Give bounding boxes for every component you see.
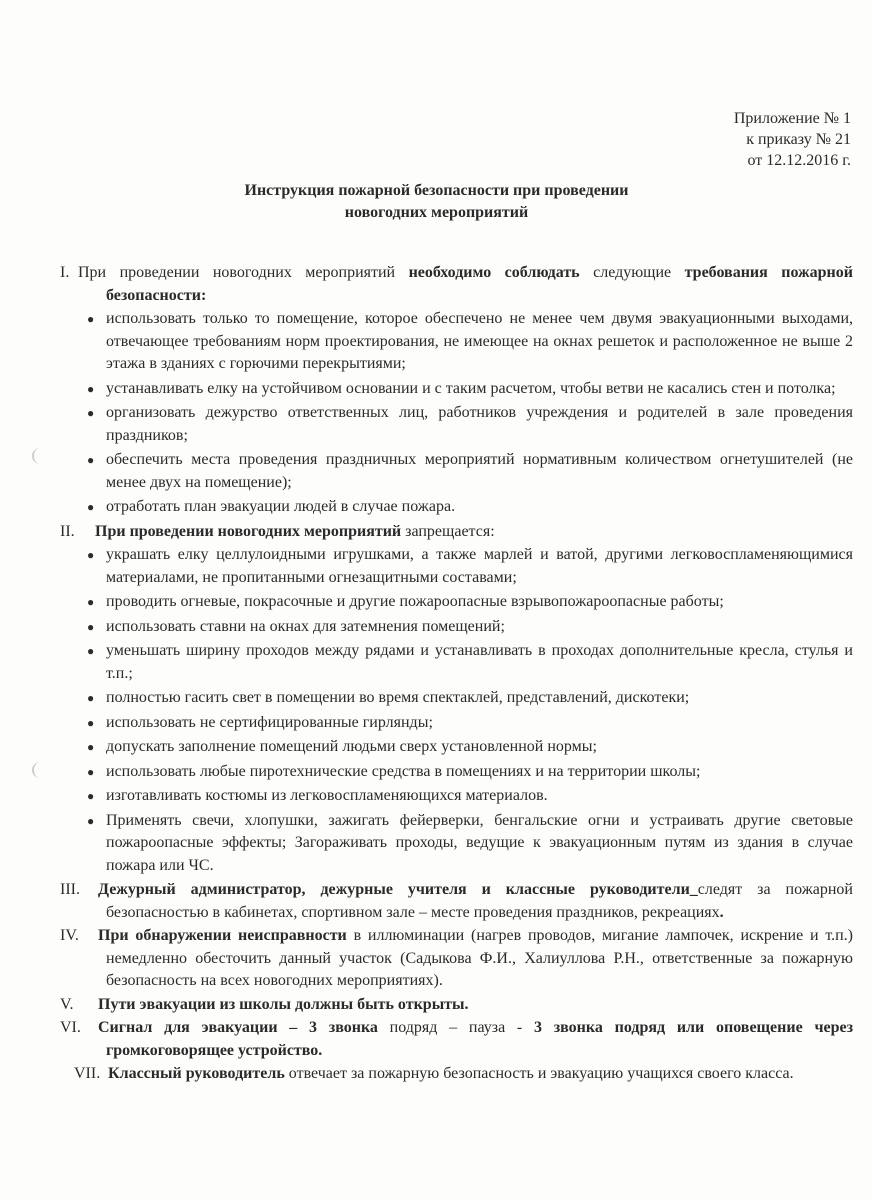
- bullet-icon: ●: [87, 548, 95, 562]
- bold-text: При обнаружении неисправности: [98, 927, 347, 944]
- bullet-icon: ●: [87, 595, 95, 609]
- section-number: VII.: [74, 1065, 101, 1082]
- bullet-list: [60, 544, 853, 877]
- list-item-text: устанавливать елку на устойчивом основании и с таким расчетом, чтобы ветви не касались стен и потолка;: [106, 379, 836, 397]
- list-item: [87, 378, 853, 401]
- section-number: VI.: [60, 1019, 81, 1036]
- section-4: [60, 925, 853, 993]
- list-item-text: использовать только то помещение, которое обеспечено не менее чем двумя эвакуационными выходами, отвечающее требованиям норм проектирования, не имеющее на окнах решеток и расположенное не выше 2 этажа в зданиях с горючими перекрытиями;: [106, 310, 853, 372]
- list-item: [87, 810, 853, 878]
- bold-text: При проведении новогодних мероприятий: [95, 522, 402, 540]
- bold-text: 3 звонка подряд или оповещение через громкоговорящее устройство.: [106, 1019, 853, 1059]
- appendix-line: к приказу № 21: [746, 131, 851, 148]
- list-item-text: проводить огневые, покрасочные и другие пожароопасные взрывопожароопасные работы;: [106, 593, 724, 610]
- list-item-text: отработать план эвакуации людей в случае пожара.: [106, 498, 456, 515]
- bold-text: Классный руководитель: [108, 1065, 285, 1082]
- appendix-line: от 12.12.2016 г.: [747, 152, 851, 169]
- section-7: [60, 1063, 853, 1086]
- list-item: [87, 496, 853, 519]
- text: следят за пожарной безопасностью в кабинетах, спортивном зале – месте проведения праздников, рекреациях: [106, 881, 853, 921]
- text: отвечает за пожарную безопасность и эвакуацию учащихся своего класса.: [284, 1065, 794, 1082]
- list-item-text: использовать любые пиротехнические средства в помещениях и на территории школы;: [106, 762, 701, 780]
- bullet-icon: ●: [87, 381, 95, 396]
- list-item-text: изготавливать костюмы из легковоспламеняющихся материалов.: [106, 787, 548, 804]
- bold-text: требования пожарной безопасности:: [106, 264, 853, 304]
- section-2: [60, 521, 853, 544]
- bullet-icon: ●: [87, 406, 95, 420]
- title-line: Инструкция пожарной безопасности при проведении: [244, 182, 629, 199]
- section-3: [60, 879, 853, 924]
- list-item-text: Применять свечи, хлопушки, зажигать фейерверки, бенгальские огни и устраивать другие световые пожароопасные эффекты; Загораживать проходы, ведущие к эвакуационным путям из здания в случае пожара или ЧС.: [106, 811, 853, 874]
- list-item: [87, 591, 853, 614]
- list-item: [87, 449, 853, 494]
- bullet-icon: ●: [87, 740, 95, 754]
- list-item: [87, 544, 853, 589]
- list-item-text: уменьшать ширину проходов между рядами и устанавливать в проходах дополнительные кресла, стулья и т.п.;: [106, 642, 853, 682]
- bullet-icon: ●: [87, 453, 95, 467]
- section-6: [60, 1017, 853, 1062]
- list-item: [87, 712, 853, 735]
- text: в иллюминации (нагрев проводов, мигание лампочек, искрение и т.п.) немедленно обесточить данный участок (Садыкова Ф.И., Халиуллова Р.Н., ответственные за пожарную безопасность на всех новогодних мероприятиях).: [106, 927, 854, 989]
- section-number: II.: [60, 522, 75, 540]
- bullet-icon: ●: [87, 500, 95, 514]
- list-item-text: украшать елку целлулоидными игрушками, а также марлей и ватой, другими легковоспламеняющимися материалами, не пропитанными огнезащитными составами;: [106, 546, 853, 586]
- list-item: [87, 736, 853, 759]
- section-number: III.: [60, 881, 80, 898]
- list-item: [87, 616, 853, 639]
- title-line: новогодних мероприятий: [344, 204, 529, 221]
- bold-text: необходимо соблюдать: [408, 264, 580, 281]
- bullet-icon: ●: [87, 764, 95, 779]
- bullet-icon: ●: [87, 715, 95, 730]
- section-number: I.: [60, 264, 70, 281]
- bullet-icon: ●: [87, 789, 95, 803]
- list-item-text: допускать заполнение помещений людьми сверх установленной нормы;: [106, 738, 597, 755]
- bullet-list: [60, 308, 853, 519]
- punch-hole-mark: [32, 448, 48, 464]
- bold-text: Сигнал для эвакуации – 3 звонка: [98, 1019, 378, 1036]
- text: запрещается:: [401, 522, 495, 540]
- section-1: [60, 262, 853, 307]
- bullet-icon: ●: [87, 813, 95, 828]
- list-item: [87, 687, 853, 710]
- list-item-text: использовать не сертифицированные гирлянды;: [106, 713, 433, 731]
- bullet-icon: ●: [87, 619, 95, 634]
- text: подряд – пауза -: [377, 1019, 534, 1036]
- list-item: [87, 640, 853, 685]
- bold-text: Пути эвакуации из школы должны быть открыты.: [98, 995, 469, 1013]
- list-item-text: использовать ставни на окнах для затемнения помещений;: [106, 617, 505, 635]
- bold-text: .: [719, 903, 724, 921]
- document-title: [0, 180, 873, 224]
- text: следующие: [579, 264, 685, 281]
- list-item: [87, 308, 853, 376]
- list-item: [87, 761, 853, 784]
- punch-hole-mark: [32, 762, 48, 778]
- bullet-icon: ●: [87, 644, 95, 658]
- text: При проведении новогодних мероприятий: [78, 264, 409, 281]
- bullet-icon: ●: [87, 312, 95, 326]
- document-body: [60, 262, 853, 1087]
- list-item: [87, 402, 853, 447]
- bullet-icon: ●: [87, 691, 95, 705]
- list-item-text: организовать дежурство ответственных лиц, работников учреждения и родителей в зале проведения праздников;: [106, 404, 853, 444]
- section-5: [60, 994, 853, 1017]
- appendix-header: [734, 108, 851, 171]
- section-number: IV.: [60, 927, 79, 944]
- list-item-text: обеспечить места проведения праздничных мероприятий нормативным количеством огнетушителей (не менее двух на помещение);: [106, 451, 853, 491]
- section-number: V.: [60, 995, 74, 1013]
- list-item-text: полностью гасить свет в помещении во время спектаклей, представлений, дискотеки;: [106, 689, 690, 706]
- appendix-line: Приложение № 1: [733, 110, 851, 127]
- bold-text: Дежурный администратор, дежурные учителя и классные руководители_: [98, 881, 698, 898]
- list-item: [87, 785, 853, 808]
